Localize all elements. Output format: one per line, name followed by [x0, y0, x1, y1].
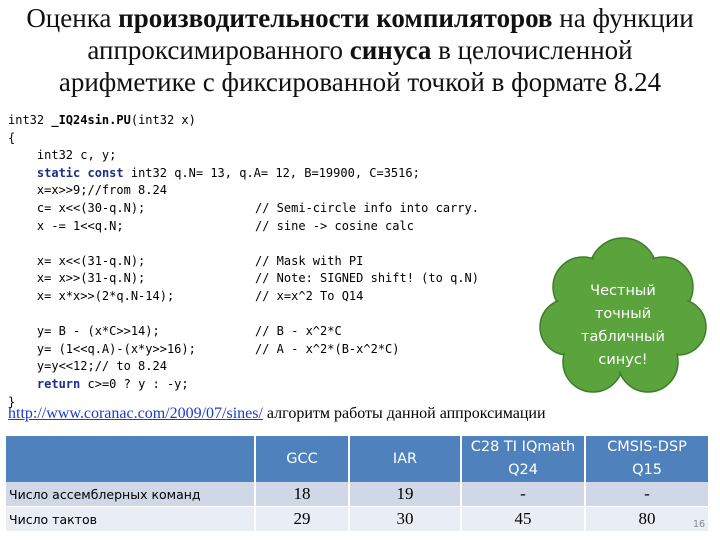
code-comment: // A - x^2*(B-x^2*C) [255, 341, 400, 356]
table-cell: 18 [255, 482, 349, 507]
code-text: x= x<<(31-q.N); [8, 253, 146, 268]
comparison-table [6, 436, 708, 531]
code-line [8, 112, 420, 130]
reference-line [8, 405, 546, 423]
cloud-text-line-2: точный [594, 306, 652, 322]
code-text: c= x<<(30-q.N); [8, 200, 146, 215]
table-header-cell: IAR [349, 436, 461, 482]
cloud-callout-text [548, 280, 698, 372]
table-cell: 80 [585, 507, 708, 532]
reference-description: алгоритм работы данной аппроксимации [262, 405, 546, 422]
code-comment: // B - x^2*C [255, 324, 342, 339]
code-line [8, 165, 420, 183]
code-text: int32 c, y; [8, 148, 117, 163]
code-line [8, 182, 420, 200]
code-text: x -= 1<<q.N; [8, 218, 124, 233]
code-line [8, 235, 420, 253]
code-text: x=x>>9;//from 8.24 [8, 183, 167, 198]
title-line-1: Оценка производительности компиляторов на функции [26, 3, 694, 33]
code-line [8, 288, 420, 306]
table-cell: - [461, 482, 585, 507]
row-label: Число ассемблерных команд [6, 482, 255, 507]
code-text: } [8, 394, 16, 409]
cloud-text-line-3: табличный [581, 329, 665, 345]
code-line [8, 341, 420, 359]
page-number: 16 [693, 519, 706, 530]
table-cell: 19 [349, 482, 461, 507]
code-comment: // Semi-circle info into carry. [255, 200, 479, 215]
table-header-cell: C28 TI IQmath Q24 [461, 436, 585, 482]
table-cell: - [585, 482, 708, 507]
code-line [8, 218, 420, 236]
code-line [8, 376, 420, 394]
cloud-text-line-1: Честный [590, 283, 656, 299]
table-row [6, 507, 708, 532]
code-text: x= x>>(31-q.N); [8, 271, 146, 286]
code-line [8, 358, 420, 376]
table-header-cell: GCC [255, 436, 349, 482]
table-cell: 45 [461, 507, 585, 532]
code-text: { [8, 130, 16, 145]
code-line [8, 147, 420, 165]
code-comment: // Mask with PI [255, 253, 364, 268]
title-line-3: арифметике с фиксированной точкой в формате 8.24 [58, 67, 662, 97]
table-cell: 30 [349, 507, 461, 532]
table-header-corner [6, 436, 255, 482]
table-cell: 29 [255, 507, 349, 532]
code-text: y=y<<12;// to 8.24 [8, 359, 167, 374]
code-text: y= B - (x*C>>14); [8, 324, 160, 339]
table-header-row [6, 436, 708, 482]
code-block [8, 112, 479, 411]
cloud-text-line-4: синус! [598, 352, 648, 368]
table-row [6, 482, 708, 507]
code-line [8, 306, 420, 324]
code-line [8, 253, 420, 271]
code-text: y= (1<<q.A)-(x*y>>16); [8, 341, 196, 356]
code-comment: // sine -> cosine calc [255, 218, 414, 233]
code-line [8, 270, 479, 288]
table-header-cell: CMSIS-DSP Q15 [585, 436, 708, 482]
code-comment: // Note: SIGNED shift! (to q.N) [255, 271, 479, 286]
code-text: x= x*x>>(2*q.N-14); [8, 288, 175, 303]
code-line [8, 130, 420, 148]
code-line [8, 323, 420, 341]
title-line-2: аппроксимированного синуса в целочисленной [87, 35, 633, 65]
code-line [8, 200, 479, 218]
reference-link[interactable]: http://www.coranac.com/2009/07/sines/ [8, 405, 263, 422]
code-text: int32 _IQ24sin.PU(int32 x) [8, 113, 196, 127]
code-text: static const int32 q.N= 13, q.A= 12, B=19900, C=3516; [36, 165, 420, 180]
code-comment: // x=x^2 To Q14 [255, 288, 364, 303]
row-label: Число тактов [6, 507, 255, 532]
slide-title [0, 2, 720, 98]
code-text: return c>=0 ? y : -y; [36, 376, 189, 391]
